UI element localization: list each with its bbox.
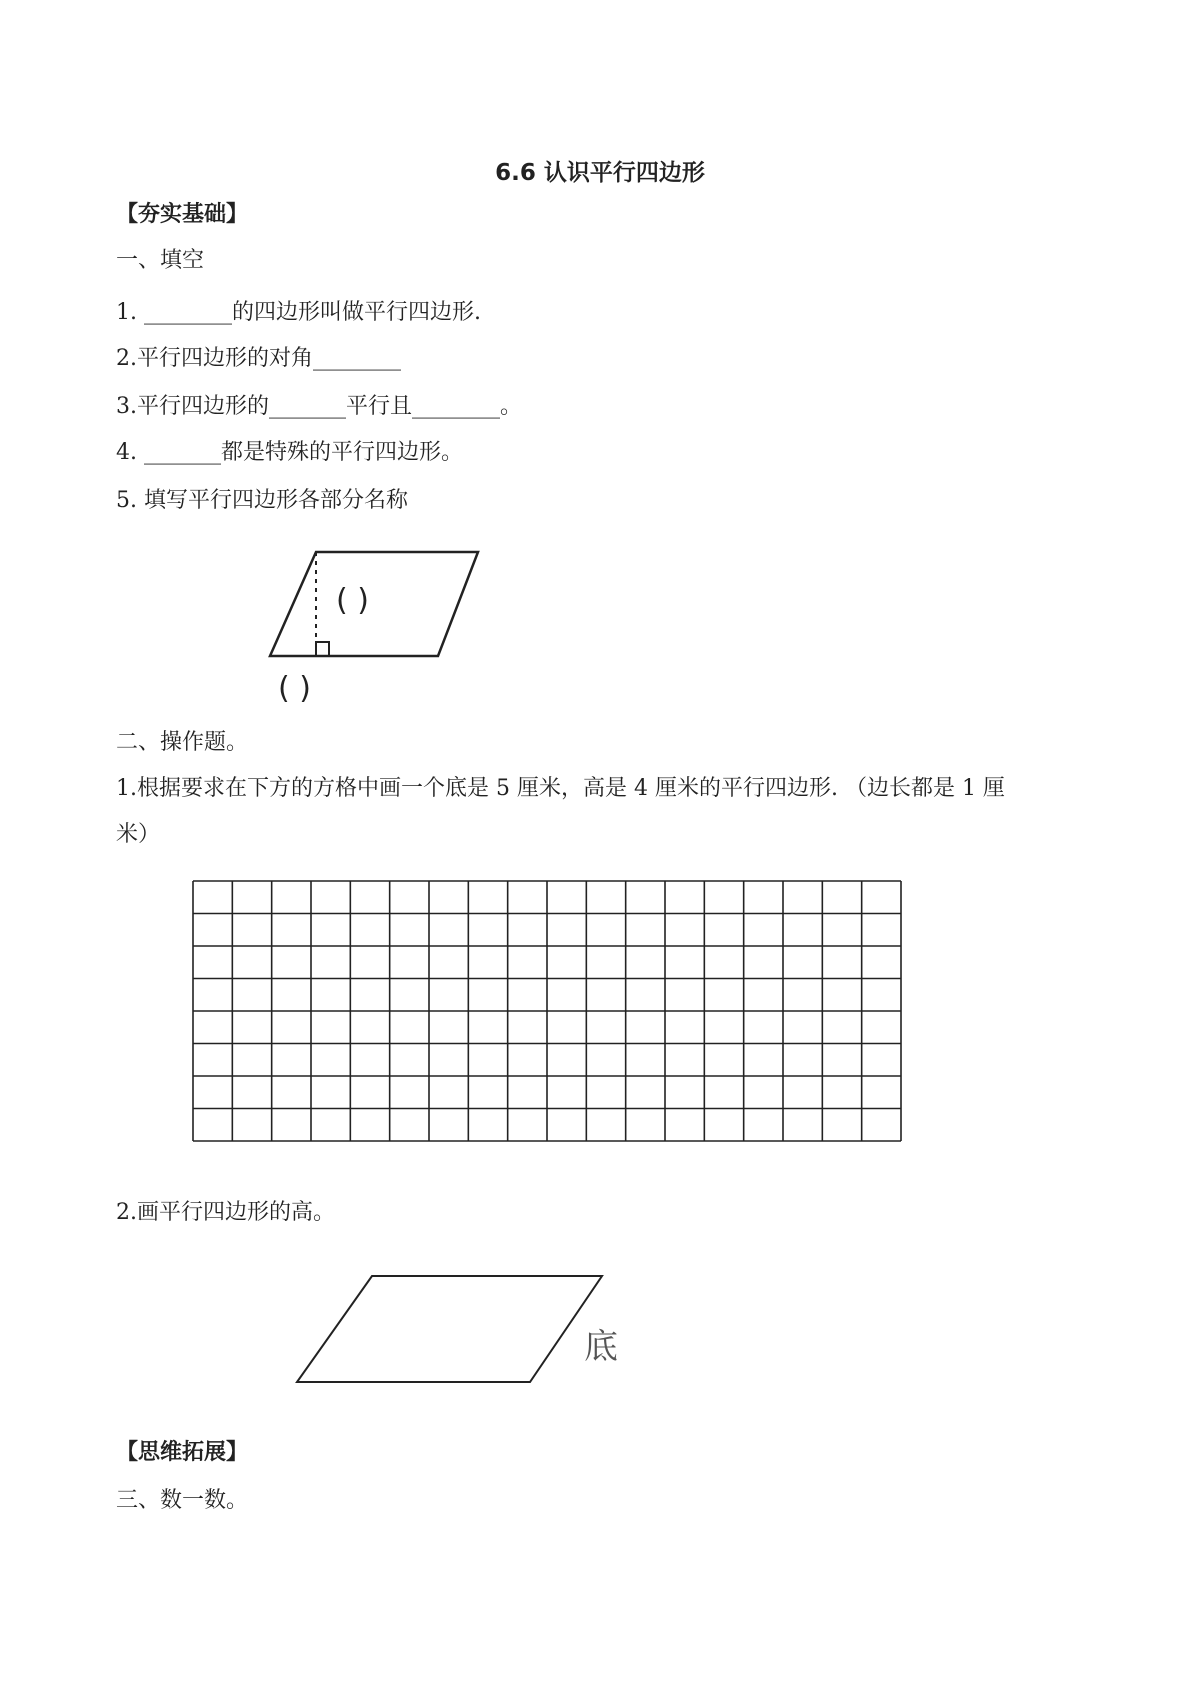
drawing-grid[interactable] <box>192 880 902 1142</box>
base-label: 底 <box>584 1329 618 1366</box>
section-header-basics: 【夯实基础】 <box>116 202 249 227</box>
question-1: 1. ________的四边形叫做平行四边形. <box>116 300 481 325</box>
part3-title: 三、数一数。 <box>116 1488 249 1513</box>
base-label-blank: ( ) <box>278 671 311 706</box>
height-label-blank: ( ) <box>336 583 369 618</box>
question-4: 4. _______都是特殊的平行四边形。 <box>116 440 463 465</box>
operation-1-line1: 1.根据要求在下方的方格中画一个底是 5 厘米，高是 4 厘米的平行四边形. （边长都是 1 厘 <box>116 776 1005 801</box>
part2-title: 二、操作题。 <box>116 730 249 755</box>
section-header-extension: 【思维拓展】 <box>116 1440 249 1465</box>
operation-1-line2: 米） <box>116 822 161 847</box>
page-title: 6.6 认识平行四边形 <box>495 160 705 186</box>
operation-2: 2.画平行四边形的高。 <box>116 1200 335 1225</box>
question-2: 2.平行四边形的对角________ <box>116 346 401 371</box>
parallelogram-figure-1 <box>260 540 500 710</box>
parallelogram-figure-2 <box>290 1270 630 1400</box>
question-5: 5. 填写平行四边形各部分名称 <box>116 488 408 513</box>
question-3: 3.平行四边形的_______平行且________。 <box>116 394 522 419</box>
part1-title: 一、填空 <box>116 248 205 273</box>
